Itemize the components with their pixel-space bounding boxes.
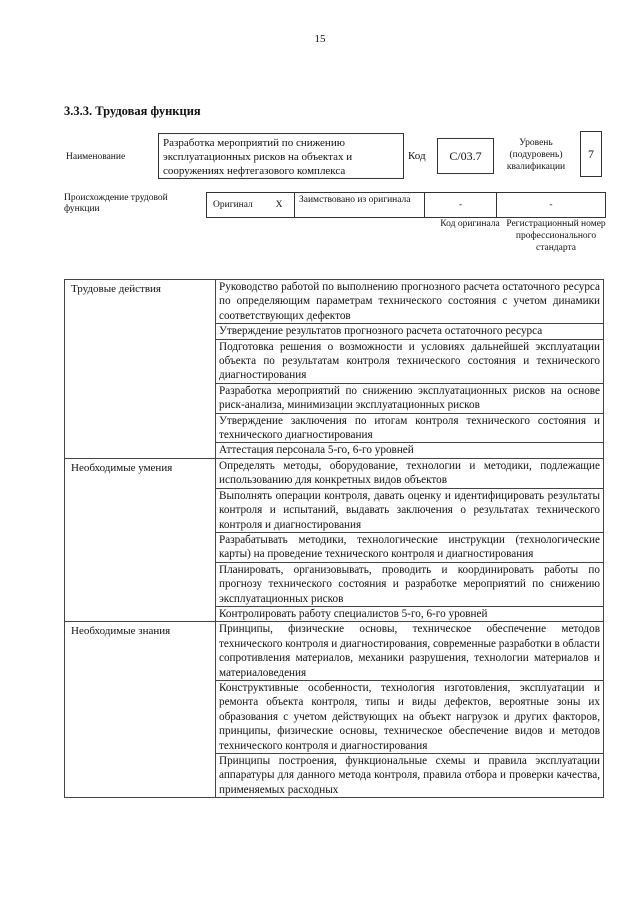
- level-value-box: 7: [580, 131, 602, 177]
- table-cell: Разработка мероприятий по снижению эксплуатационных рисков на основе риск-анализа, минимизации эксплуатационных рисков: [216, 383, 604, 413]
- table-row: [65, 622, 604, 681]
- table-cell: Утверждение результатов прогнозного расчета остаточного ресурса: [216, 324, 604, 339]
- original-code-value: -: [424, 193, 496, 217]
- original-code-caption: Код оригинала: [440, 219, 500, 229]
- original-label: Оригинал: [206, 193, 264, 217]
- table-cell: Определять методы, оборудование, технологии и методики, подлежащие использованию для конкретных видов объектов: [216, 458, 604, 488]
- origin-label: Происхождение трудовой функции: [64, 193, 168, 214]
- name-label: Наименование: [66, 152, 126, 162]
- borrowed-label: Заимствовано из оригинала: [294, 193, 424, 217]
- table-row: [65, 280, 604, 324]
- table-cell: Утверждение заключения по итогам контроля технического состояния и технического диагностирования: [216, 413, 604, 443]
- table-cell: Выполнять операции контроля, давать оценку и идентифицировать результаты контроля и испытаний, выдавать заключения о результатах технического контроля и диагностирования: [216, 488, 604, 532]
- section-title: 3.3.3. Трудовая функция: [64, 104, 201, 118]
- table-cell: Аттестация персонала 5-го, 6-го уровней: [216, 443, 604, 458]
- function-details-table: [64, 279, 604, 798]
- table-cell: Разрабатывать методики, технологические инструкции (технологические карты) на проведение технического контроля и диагностирования: [216, 532, 604, 562]
- section-title-knowledge: Необходимые знания: [65, 622, 216, 798]
- function-name-box: Разработка мероприятий по снижению эксплуатационных рисков на объектах и сооружениях нефтегазового комплекса: [158, 133, 404, 179]
- section-title-actions: Трудовые действия: [65, 280, 216, 459]
- code-label: Код: [408, 150, 426, 162]
- code-value-box: C/03.7: [437, 138, 494, 174]
- origin-row: [206, 192, 606, 218]
- table-cell: Руководство работой по выполнению прогнозного расчета остаточного ресурса по определяющим параметрам технического состояния с учетом динамики соответствующих дефектов: [216, 280, 604, 324]
- table-cell: Конструктивные особенности, технология изготовления, эксплуатации и ремонта объекта контроля, типы и виды дефектов, вероятные зоны их образования с учетом действующих на объект нагрузок и других факторов, принципы, физические основы, техническое обеспечение видов и методов технического контроля и диагностирования: [216, 680, 604, 753]
- table-row: [65, 458, 604, 488]
- table-cell: Принципы, физические основы, техническое обеспечение методов технического контроля и диагностирования, современные разработки в области сопротивления материалов, механики разрушения, технологии материалов и материаловедения: [216, 622, 604, 681]
- registration-number-value: -: [496, 193, 606, 217]
- page-number: 15: [314, 33, 326, 45]
- table-cell: Принципы построения, функциональные схемы и правила эксплуатации аппаратуры для данного метода контроля, правила отбора и проверки качества, применяемых расходных: [216, 754, 604, 798]
- table-cell: Контролировать работу специалистов 5-го, 6-го уровней: [216, 606, 604, 621]
- table-cell: Подготовка решения о возможности и условиях дальнейшей эксплуатации объекта по результатам контроля технического состояния и технического диагностирования: [216, 339, 604, 383]
- original-mark: X: [275, 200, 283, 210]
- registration-number-caption: Регистрационный номер профессионального стандарта: [506, 219, 606, 253]
- table-cell: Планировать, организовывать, проводить и координировать работы по прогнозу технического состояния и разработке мероприятий по снижению эксплуатационных рисков: [216, 562, 604, 606]
- section-title-skills: Необходимые умения: [65, 458, 216, 621]
- level-label: Уровень (подуровень) квалификации: [506, 138, 566, 172]
